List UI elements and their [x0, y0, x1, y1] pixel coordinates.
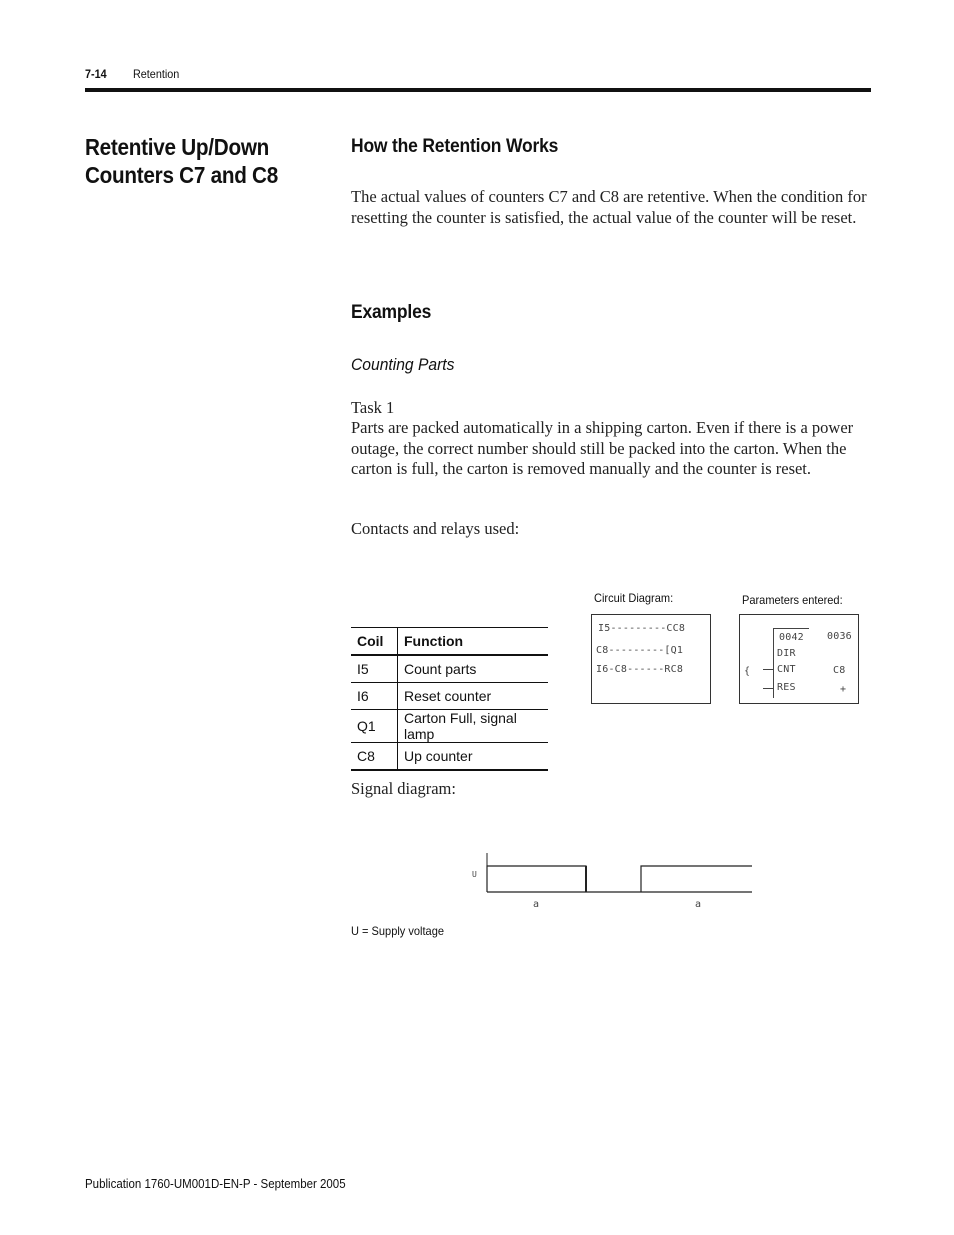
parameters-box [739, 614, 859, 704]
signal-u-label: U [472, 870, 478, 879]
section-title: Retentive Up/Down Counters C7 and C8 [85, 134, 278, 188]
function-cell: Reset counter [398, 683, 549, 710]
param-res-tick [763, 688, 773, 689]
subheading-counting-parts: Counting Parts [351, 355, 455, 374]
table-row [351, 743, 548, 771]
signal-legend: U = Supply voltage [351, 924, 444, 938]
coil-cell: Q1 [351, 710, 398, 743]
param-brace: { [744, 666, 751, 677]
signal-a-label-1: a [533, 899, 540, 910]
heading-examples: Examples [351, 302, 432, 323]
param-plus: + [840, 684, 847, 695]
heading-how-retention-works: How the Retention Works [351, 136, 559, 157]
coil-cell: I6 [351, 683, 398, 710]
function-cell: Up counter [398, 743, 549, 771]
column-header-coil: Coil [351, 628, 398, 656]
table-row [351, 655, 548, 683]
running-section-title: Retention [133, 67, 180, 81]
signal-diagram-label: Signal diagram: [351, 779, 456, 798]
table-row [351, 710, 548, 743]
signal-pulse-2 [641, 866, 752, 892]
coil-cell: C8 [351, 743, 398, 771]
publication-footer: Publication 1760-UM001D-EN-P - September 2005 [85, 1177, 346, 1191]
contacts-label: Contacts and relays used: [351, 519, 520, 538]
page-number: 7-14 [85, 67, 107, 81]
circuit-diagram-box [591, 614, 711, 704]
param-cnt: CNT [777, 664, 796, 675]
param-bracket-line [773, 628, 774, 698]
coil-cell: I5 [351, 655, 398, 683]
param-value-1: 0042 [779, 632, 804, 643]
coil-function-table [351, 627, 548, 771]
circuit-diagram-caption: Circuit Diagram: [594, 591, 674, 605]
signal-diagram [460, 845, 760, 915]
param-value-2: 0036 [827, 631, 852, 642]
header-rule [85, 88, 871, 92]
function-cell: Carton Full, signal lamp [398, 710, 549, 743]
task-label: Task 1 [351, 398, 395, 417]
param-dir: DIR [777, 648, 796, 659]
table-header-row [351, 628, 548, 656]
parameters-caption: Parameters entered: [742, 593, 843, 607]
task-paragraph: Parts are packed automatically in a shipping carton. Even if there is a power outage, the correct number should still be packed into the carton. When the carton is full, the carton is removed manually and the counter is reset. [351, 418, 854, 478]
circuit-line-3: I6-C8------RC8 [596, 664, 684, 675]
table-row [351, 683, 548, 710]
param-res: RES [777, 682, 796, 693]
circuit-line-1: I5---------CC8 [598, 623, 686, 634]
column-header-function: Function [398, 628, 549, 656]
param-counter-name: C8 [833, 665, 846, 676]
param-cnt-tick [763, 669, 773, 670]
circuit-line-2: C8---------[Q1 [596, 645, 684, 656]
function-cell: Count parts [398, 655, 549, 683]
signal-a-label-2: a [695, 899, 702, 910]
param-top-line [773, 628, 809, 629]
retention-paragraph: The actual values of counters C7 and C8 are retentive. When the condition for resetting the counter is satisfied, the actual value of the counter will be reset. [351, 187, 867, 227]
signal-pulse-1 [487, 866, 586, 892]
